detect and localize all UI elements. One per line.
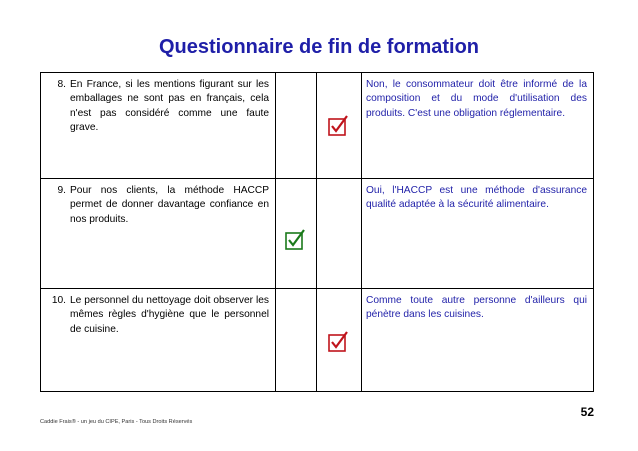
question-text: En France, si les mentions figurant sur les emballages ne sont pas en français, cela n'est pas considéré comme une faute grave.: [70, 79, 269, 133]
checkmark-icon: [328, 331, 350, 353]
questionnaire-table: [40, 72, 594, 392]
question-cell: [41, 179, 276, 289]
checkbox-cell-right: [317, 73, 362, 179]
page-number: 52: [580, 405, 594, 419]
checked-box-icon[interactable]: [328, 331, 350, 353]
checkmark-icon: [328, 115, 350, 137]
table-row: [41, 73, 594, 179]
checkbox-cell-left: [276, 73, 317, 179]
question-text: Pour nos clients, la méthode HACCP permet de donner davantage confiance en nos produits.: [70, 185, 269, 225]
checkbox-cell-left: [276, 179, 317, 289]
answer-cell: [362, 289, 594, 392]
checkbox-cell-right: [317, 179, 362, 289]
checked-box-icon[interactable]: [285, 229, 307, 251]
checkmark-icon: [285, 229, 307, 251]
checked-box-icon[interactable]: [328, 115, 350, 137]
question-text: Le personnel du nettoyage doit observer les mêmes règles d'hygiène que le personnel de cuisine.: [70, 295, 269, 335]
question-number: 8.: [57, 79, 66, 90]
question-cell: [41, 73, 276, 179]
answer-cell: [362, 179, 594, 289]
question-cell: [41, 289, 276, 392]
copyright-footer: Caddie Frais® - un jeu du CIPE, Paris - Tous Droits Réservés: [40, 419, 193, 425]
page-title: Questionnaire de fin de formation: [158, 36, 480, 58]
table-row: [41, 289, 594, 392]
answer-text: Comme toute autre personne d'ailleurs qui pénètre dans les cuisines.: [366, 295, 587, 321]
answer-cell: [362, 73, 594, 179]
checkbox-cell-left: [276, 289, 317, 392]
checkbox-cell-right: [317, 289, 362, 392]
table-row: [41, 179, 594, 289]
answer-text: Oui, l'HACCP est une méthode d'assurance qualité adaptée à la sécurité alimentaire.: [366, 185, 587, 211]
question-number: 10.: [51, 295, 66, 306]
question-number: 9.: [57, 185, 66, 196]
answer-text: Non, le consommateur doit être informé de la composition et du mode d'utilisation des produits. C'est une obligation réglementaire.: [366, 79, 587, 119]
